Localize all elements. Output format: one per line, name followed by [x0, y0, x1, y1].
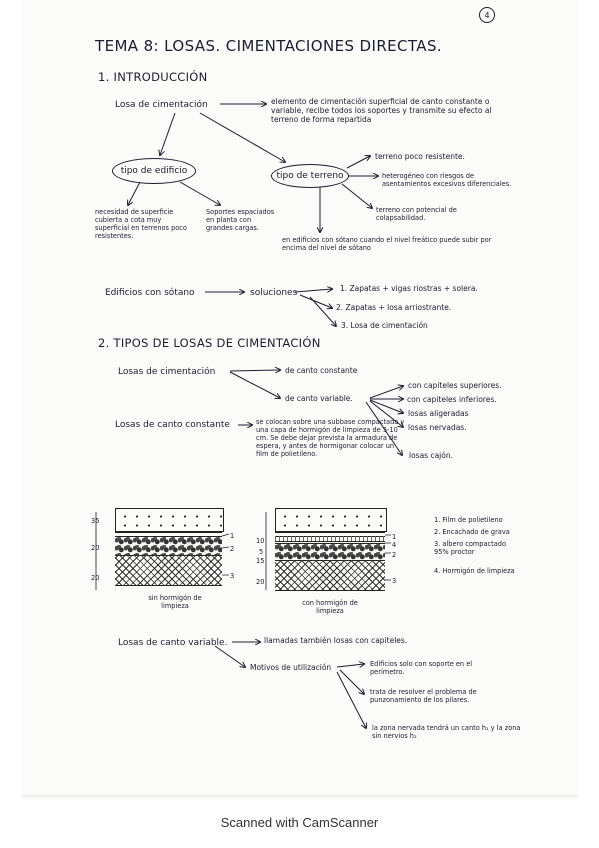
tipo-edificio-ellipse: [112, 158, 196, 184]
solucion-3: 3. Losa de cimentación: [341, 321, 428, 330]
page-number-text: 4: [484, 10, 490, 20]
losa-cimentacion-label: Losa de cimentación: [115, 100, 208, 110]
losas-canto-variable-label: Losas de canto variable.: [118, 638, 228, 648]
variable-type-2: con capiteles inferiores.: [407, 395, 497, 404]
page-title: TEMA 8: LOSAS. CIMENTACIONES DIRECTAS.: [95, 37, 443, 55]
page-edge: [22, 795, 578, 799]
terreno-note-2: heterogéneo con riesgos de asentamientos excesivos diferenciales.: [382, 172, 512, 188]
variable-type-1: con capiteles superiores.: [408, 381, 502, 390]
left-albero: [115, 555, 222, 586]
left-dim-2: 20: [91, 544, 100, 552]
canto-constante-type: de canto constante: [285, 366, 358, 375]
legend-1: 1. Film de polietileno: [434, 516, 503, 524]
right-callout-4: 4: [392, 541, 397, 549]
canto-variable-type: de canto variable.: [285, 394, 353, 403]
terreno-note-3: terreno con potencial de colapsabilidad.: [376, 206, 457, 222]
solucion-1: 1. Zapatas + vigas riostras + solera.: [340, 284, 478, 293]
edificio-note-1: necesidad de superficie cubierta a cota muy superficial en terrenos poco resistentes.: [95, 208, 187, 240]
right-gravel: [275, 543, 385, 561]
diagram-right: [270, 508, 395, 592]
scanner-footer: Scanned with CamScanner: [220, 815, 379, 830]
left-callout-2: 2: [230, 545, 235, 553]
motivo-3: la zona nervada tendrá un canto h₁ y la zona sin nervios h₂: [372, 724, 521, 740]
edificio-note-2: Soportes espaciados en planta con grandes cargas.: [206, 208, 275, 232]
left-dim-3: 20: [91, 574, 100, 582]
losa-definition: elemento de cimentación superficial de canto constante o variable, recibe todos los soportes y transmite su efecto al terreno de forma repartida: [271, 97, 492, 124]
right-callout-2: 2: [392, 551, 397, 559]
legend-4: 4. Hormigón de limpieza: [434, 567, 515, 575]
right-dim-4: 20: [256, 578, 265, 586]
sotano-note: en edificios con sótano cuando el nivel freático puede subir por encima del nivel de sótano: [282, 236, 492, 252]
diagram-left: [100, 508, 225, 588]
right-caption: con hormigón de limpieza: [302, 599, 358, 615]
motivo-2: trata de resolver el problema de punzonamiento de los pilares.: [370, 688, 477, 704]
canto-constante-note: se colocan sobre una subbase compactada y una capa de hormigón de limpieza de 5-10 cm. Se debe dejar prevista la armadura de espera, y antes de hormigonar colocar un film de polietileno.: [256, 418, 405, 458]
right-albero: [275, 560, 385, 591]
variable-type-3: losas aligeradas: [408, 409, 469, 418]
variable-type-4: losas nervadas.: [408, 423, 467, 432]
llamadas-note: llamadas también losas con capiteles.: [264, 636, 408, 645]
left-slab: [115, 508, 224, 532]
right-dim-1: 10: [256, 537, 265, 545]
right-hormigon-limpieza: [275, 536, 385, 542]
left-callout-1: 1: [230, 532, 235, 540]
losas-cimentacion-label: Losas de cimentación: [118, 367, 216, 377]
section-heading-tipos: 2. TIPOS DE LOSAS DE CIMENTACIÓN: [98, 336, 321, 350]
soluciones-label: soluciones: [250, 288, 298, 298]
variable-type-5: losas cajón.: [409, 451, 453, 460]
tipo-terreno-ellipse: [271, 164, 349, 188]
right-slab: [275, 508, 387, 532]
right-callout-1: 1: [392, 533, 397, 541]
left-dim-1: 35: [91, 517, 100, 525]
motivo-1: Edificios solo con soporte en el perímetro.: [370, 660, 473, 676]
left-caption: sin hormigón de limpieza: [148, 594, 202, 610]
right-callout-3: 3: [392, 577, 397, 585]
section-heading-intro: 1. INTRODUCCIÓN: [98, 70, 208, 84]
legend-3: 3. albero compactado 95% proctor: [434, 540, 506, 556]
right-dim-2: 5: [259, 548, 264, 556]
page-number: [479, 7, 495, 23]
tipo-edificio-label: tipo de edificio: [120, 166, 188, 176]
right-dim-3: 15: [256, 557, 265, 565]
edificios-sotano-label: Edificios con sótano: [105, 288, 195, 298]
motivos-label: Motivos de utilización: [250, 663, 332, 672]
left-gravel: [115, 536, 222, 556]
left-callout-3: 3: [230, 572, 235, 580]
legend-2: 2. Encachado de grava: [434, 528, 510, 536]
tipo-terreno-label: tipo de terreno: [276, 171, 344, 181]
terreno-note-1: terreno poco resistente.: [375, 152, 465, 161]
solucion-2: 2. Zapatas + losa arriostrante.: [336, 303, 452, 312]
losas-canto-constante-label: Losas de canto constante: [115, 420, 230, 430]
